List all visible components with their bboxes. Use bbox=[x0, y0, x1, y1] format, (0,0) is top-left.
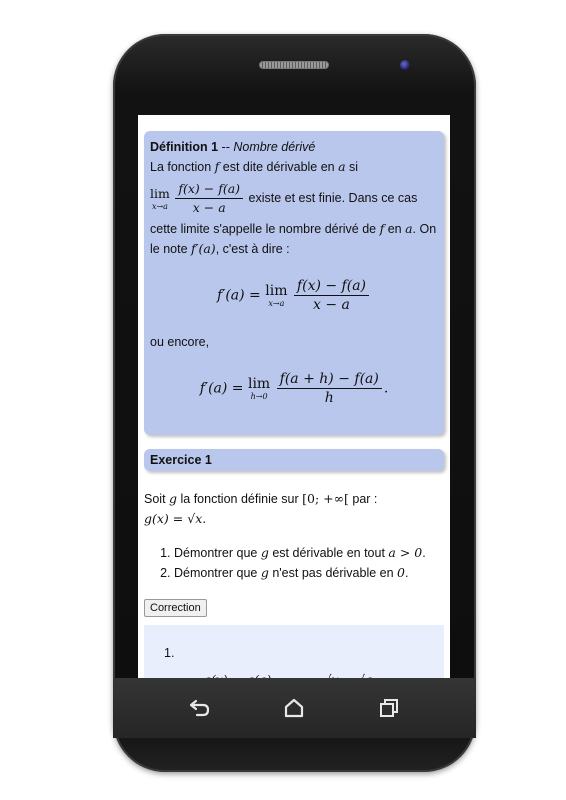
exercise-definition: g(x) = √x. bbox=[144, 511, 207, 526]
definition-line-3 bbox=[150, 219, 438, 239]
phone-frame bbox=[113, 34, 476, 772]
exercise-intro bbox=[144, 489, 444, 509]
math-expr: a > 0 bbox=[388, 545, 423, 560]
denominator: x − a bbox=[313, 297, 350, 313]
text: . On bbox=[412, 222, 437, 236]
denominator: h bbox=[324, 390, 334, 406]
definition-heading bbox=[150, 137, 438, 157]
definition-line-1 bbox=[150, 157, 438, 177]
fraction bbox=[294, 277, 369, 314]
lim-word: lim bbox=[150, 186, 170, 202]
lim-word: lim bbox=[247, 376, 271, 392]
fraction bbox=[175, 180, 243, 217]
exercise-title: Exercice 1 bbox=[150, 453, 212, 467]
text: est dérivable en tout bbox=[268, 546, 389, 560]
text: . bbox=[422, 546, 426, 560]
text: la fonction définie sur bbox=[177, 492, 303, 506]
text: est dite dérivable en bbox=[219, 160, 339, 174]
front-camera bbox=[400, 60, 410, 70]
lim-word: lim bbox=[265, 283, 288, 299]
numerator: f(a + h) − f(a) bbox=[277, 370, 382, 389]
math-f: f bbox=[214, 159, 220, 174]
text: La fonction bbox=[150, 160, 215, 174]
definition-line-2 bbox=[150, 177, 438, 219]
list-item bbox=[174, 563, 444, 583]
math-f: f bbox=[379, 221, 385, 236]
text: cette limite s'appelle le nombre dérivé de bbox=[150, 222, 380, 236]
lim-sub: h→0 bbox=[250, 392, 268, 401]
list-item bbox=[174, 543, 444, 563]
recent-apps-icon[interactable] bbox=[375, 694, 403, 722]
numerator: f(x) − f(a) bbox=[175, 180, 243, 199]
math-g: g bbox=[260, 565, 269, 580]
text: existe et est finie. Dans ce cas bbox=[245, 191, 418, 205]
definition-subtitle: Nombre dérivé bbox=[233, 140, 316, 154]
exercise-title-bar bbox=[144, 449, 444, 471]
text: n'est pas dérivable en bbox=[268, 566, 398, 580]
text: . bbox=[405, 566, 409, 580]
math-g: g bbox=[169, 491, 178, 506]
definition-title: Définition 1 bbox=[150, 140, 219, 154]
numerator: f(x) − f(a) bbox=[294, 277, 369, 296]
eq-lhs: f′(a) = bbox=[216, 287, 266, 304]
definition-separator: -- bbox=[218, 140, 234, 154]
equation-1 bbox=[150, 277, 438, 314]
denominator: x − a bbox=[192, 200, 226, 216]
limit bbox=[265, 283, 287, 308]
app-screen[interactable] bbox=[138, 115, 450, 678]
period: . bbox=[383, 380, 389, 397]
back-icon[interactable] bbox=[186, 694, 214, 722]
limit bbox=[248, 376, 270, 401]
eq-lhs: f′(a) = bbox=[199, 380, 248, 397]
navigation-bar bbox=[113, 678, 476, 738]
fraction bbox=[277, 370, 382, 407]
text: Soit bbox=[144, 492, 170, 506]
math-fprime: f′(a) bbox=[191, 241, 216, 256]
equation-2 bbox=[150, 370, 438, 407]
math-g: g bbox=[260, 545, 269, 560]
text: , c'est à dire : bbox=[215, 242, 290, 256]
correction-button[interactable]: Correction bbox=[144, 599, 207, 617]
ou-encore-text: ou encore, bbox=[150, 335, 210, 349]
math-interval: [0; +∞[ bbox=[302, 491, 349, 506]
definition-line-4 bbox=[150, 239, 438, 259]
math-a: a bbox=[338, 159, 346, 174]
limit bbox=[150, 186, 170, 211]
home-icon[interactable] bbox=[280, 694, 308, 722]
text: Démontrer que bbox=[174, 566, 261, 580]
text: en bbox=[384, 222, 406, 236]
text: si bbox=[345, 160, 359, 174]
lim-sub: x→a bbox=[268, 299, 285, 308]
definition-box bbox=[144, 131, 444, 435]
correction-item-number: 1. bbox=[164, 646, 175, 660]
lim-sub: x→a bbox=[151, 202, 168, 212]
math-a: a bbox=[405, 221, 413, 236]
text: le note bbox=[150, 242, 192, 256]
text: par : bbox=[348, 492, 378, 506]
speaker-grille bbox=[259, 61, 329, 69]
exercise-body bbox=[138, 489, 450, 583]
exercise-questions bbox=[144, 543, 444, 583]
math-expr: 0 bbox=[397, 565, 405, 580]
text: Démontrer que bbox=[174, 546, 261, 560]
